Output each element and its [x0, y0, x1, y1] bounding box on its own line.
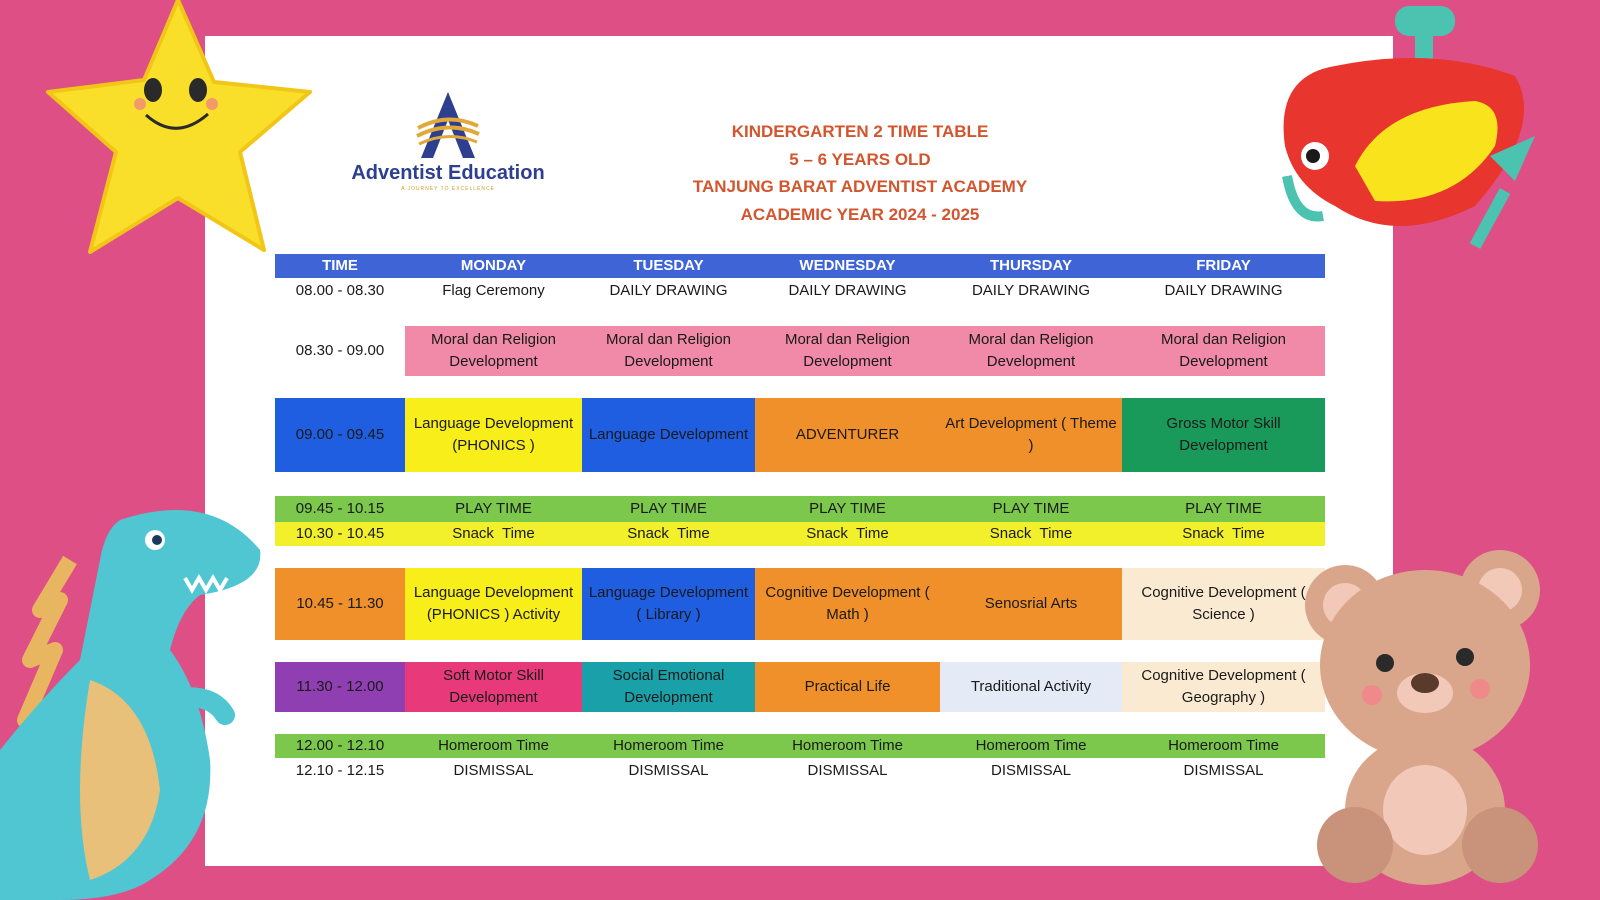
- table-row: [275, 398, 1325, 472]
- schedule-cell: Gross Motor Skill Development: [1122, 398, 1325, 472]
- row-gap: [275, 304, 1325, 326]
- table-row: [275, 734, 1325, 758]
- time-cell: 12.00 - 12.10: [295, 737, 385, 754]
- table-row: [275, 662, 1325, 712]
- schedule-cell: Language Development (PHONICS ) Activity: [405, 568, 582, 640]
- schedule-cell: Snack Time: [627, 525, 710, 542]
- schedule-cell: DAILY DRAWING: [788, 282, 907, 299]
- schedule-cell: Snack Time: [806, 525, 889, 542]
- schedule-cell: Moral dan Religion Development: [582, 326, 755, 376]
- schedule-cell: Traditional Activity: [940, 662, 1122, 712]
- schedule-cell: Moral dan Religion Development: [940, 326, 1122, 376]
- logo-emblem-icon: [413, 92, 483, 158]
- schedule-cell: PLAY TIME: [809, 500, 886, 517]
- time-cell: 09.00 - 09.45: [275, 398, 405, 472]
- logo-tagline: A JOURNEY TO EXCELLENCE: [401, 186, 495, 192]
- schedule-cell: Moral dan Religion Development: [755, 326, 940, 376]
- schedule-cell: PLAY TIME: [992, 500, 1070, 517]
- time-cell: 11.30 - 12.00: [275, 662, 405, 712]
- schedule-cell: Snack Time: [1182, 525, 1265, 542]
- schedule-cell: Moral dan Religion Development: [1122, 326, 1325, 376]
- schedule-cell: DAILY DRAWING: [1164, 282, 1283, 299]
- schedule-cell: ADVENTURER: [755, 398, 940, 472]
- schedule-cell: DISMISSAL: [990, 762, 1072, 779]
- title-line-1: KINDERGARTEN 2 TIME TABLE: [731, 122, 989, 141]
- schedule-cell: PLAY TIME: [630, 500, 707, 517]
- schedule-cell: Practical Life: [755, 662, 940, 712]
- column-header-thursday: THURSDAY: [990, 257, 1072, 274]
- row-gap: [275, 376, 1325, 398]
- time-cell: 08.00 - 08.30: [295, 282, 385, 299]
- schedule-cell: DAILY DRAWING: [609, 282, 728, 299]
- time-cell: 08.30 - 09.00: [295, 342, 385, 359]
- time-cell: 10.45 - 11.30: [275, 568, 405, 640]
- schedule-cell: DISMISSAL: [453, 762, 534, 779]
- dinosaur-icon: [0, 500, 270, 900]
- time-cell: 12.10 - 12.15: [295, 762, 385, 779]
- title-line-3: TANJUNG BARAT ADVENTIST ACADEMY: [692, 177, 1028, 196]
- title-line-2: 5 – 6 YEARS OLD: [789, 149, 931, 169]
- column-header-wednesday: WEDNESDAY: [799, 257, 896, 274]
- adventist-education-logo: [338, 92, 558, 207]
- time-cell: 09.45 - 10.15: [295, 500, 385, 517]
- schedule-cell: Homeroom Time: [1168, 737, 1279, 754]
- schedule-cell: Homeroom Time: [975, 737, 1087, 754]
- smiling-star-icon: [28, 0, 328, 280]
- row-gap: [275, 546, 1325, 568]
- schedule-cell: Flag Ceremony: [442, 282, 545, 299]
- schedule-cell: Cognitive Development ( Geography ): [1122, 662, 1325, 712]
- timetable-title: [650, 118, 1070, 228]
- timetable: [275, 254, 1325, 784]
- column-header-tuesday: TUESDAY: [633, 257, 704, 274]
- teddy-bear-icon: [1300, 545, 1560, 885]
- schedule-cell: Cognitive Development ( Science ): [1122, 568, 1325, 640]
- table-row: [275, 278, 1325, 304]
- red-bird-icon: [1275, 6, 1545, 256]
- logo-name: Adventist Education: [351, 162, 545, 184]
- column-header-friday: FRIDAY: [1196, 257, 1251, 274]
- title-line-4: ACADEMIC YEAR 2024 - 2025: [740, 204, 980, 224]
- schedule-cell: Art Development ( Theme ): [940, 398, 1122, 472]
- schedule-cell: Homeroom Time: [613, 737, 724, 754]
- schedule-cell: DISMISSAL: [807, 762, 888, 779]
- schedule-cell: Moral dan Religion Development: [405, 326, 582, 376]
- schedule-cell: Snack Time: [989, 525, 1073, 542]
- schedule-cell: Soft Motor Skill Development: [405, 662, 582, 712]
- row-gap: [275, 712, 1325, 734]
- table-row: [275, 326, 1325, 376]
- schedule-cell: DISMISSAL: [1183, 762, 1264, 779]
- schedule-cell: Language Development (PHONICS ): [405, 398, 582, 472]
- schedule-cell: DAILY DRAWING: [971, 282, 1091, 299]
- schedule-cell: Language Development: [582, 398, 755, 472]
- schedule-cell: Homeroom Time: [792, 737, 903, 754]
- schedule-cell: Homeroom Time: [438, 737, 549, 754]
- schedule-cell: Cognitive Development ( Math ): [755, 568, 940, 640]
- schedule-cell: DISMISSAL: [628, 762, 709, 779]
- column-header-monday: MONDAY: [460, 257, 527, 274]
- schedule-cell: PLAY TIME: [1185, 500, 1262, 517]
- row-gap: [275, 472, 1325, 496]
- column-header-time: TIME: [322, 257, 358, 274]
- table-row: [275, 496, 1325, 522]
- table-header-row: [275, 254, 1325, 278]
- schedule-cell: Social Emotional Development: [582, 662, 755, 712]
- schedule-cell: Snack Time: [452, 525, 535, 542]
- time-cell: 10.30 - 10.45: [295, 525, 385, 542]
- table-row: [275, 522, 1325, 546]
- table-row: [275, 758, 1325, 784]
- schedule-cell: PLAY TIME: [455, 500, 532, 517]
- row-gap: [275, 640, 1325, 662]
- schedule-cell: Language Development ( Library ): [582, 568, 755, 640]
- table-row: [275, 568, 1325, 640]
- schedule-cell: Senosrial Arts: [940, 568, 1122, 640]
